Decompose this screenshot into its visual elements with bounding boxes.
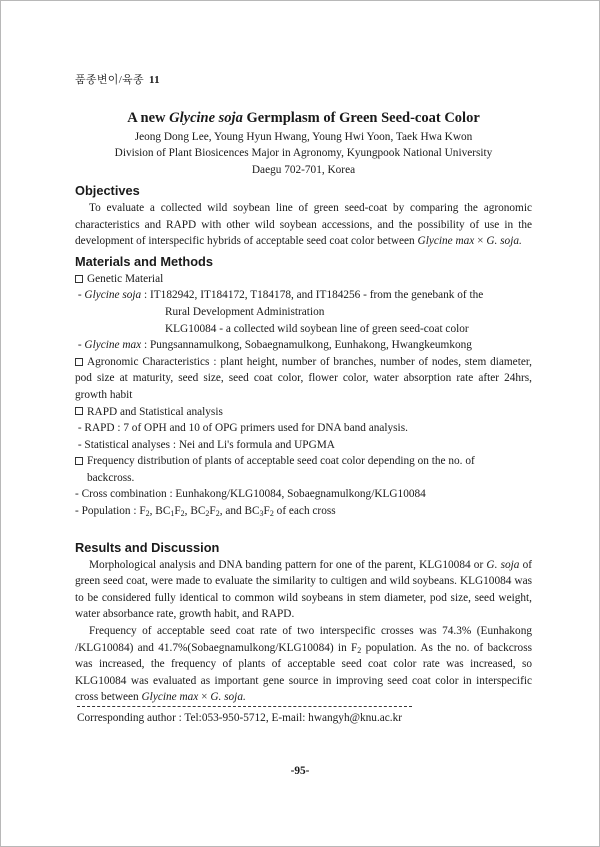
corresponding-author: Corresponding author : Tel:053-950-5712, E-mail: hwangyh@knu.ac.kr xyxy=(77,712,403,724)
methods-heading: Materials and Methods xyxy=(75,253,213,269)
page-number: -95- xyxy=(290,765,310,777)
checkbox-bullet-icon xyxy=(75,407,83,415)
location: Daegu 702-701, Korea xyxy=(251,164,356,177)
objectives-heading: Objectives xyxy=(75,182,140,198)
results-paragraph-1: Morphological analysis and DNA banding pattern for one of the parent, KLG10084 or G. soja of green seed coat, were made to evaluate the similarity to cultigen and wild soybeans. KLG10084 was to be considered fully identical to common wild soybeans in stem diameter, pod size, seed weight, water absorbance rate, growth habit, and RAPD. xyxy=(75,558,533,621)
rapd-heading: RAPD and Statistical analysis xyxy=(75,404,532,421)
title-species: Glycine soja xyxy=(169,109,243,126)
section-name: 품종변이/육종 xyxy=(75,74,144,86)
checkbox-bullet-icon xyxy=(75,358,83,366)
frequency-line: Frequency distribution of plants of acceptable seed coat color depending on the no. of xyxy=(75,453,532,470)
affiliation: Division of Plant Biosicences Major in Agronomy, Kyungpook National University xyxy=(114,147,493,160)
population-line: - Population : $F_2$, $BC_1F_2$, $BC_2F_2$, and $BC_3F_2$ of each cross xyxy=(75,505,336,519)
rapd-line: - RAPD : 7 of OPH and 10 of OPG primers used for DNA band analysis. xyxy=(77,422,408,435)
agronomic-characteristics: Agronomic Characteristics : plant height, number of branches, number of nodes, stem diameter, pod size at maturity, seed size, seed coat color, flower color, water absorption rate after 24hrs, growth habit xyxy=(75,355,532,401)
rda-line: Rural Development Administration xyxy=(165,305,325,318)
section-header xyxy=(75,72,532,89)
glycine-max-line: - Glycine max : Pungsannamulkong, Sobaegnamulkong, Eunhakong, Hwangkeumkong xyxy=(77,339,472,352)
footnote-rule xyxy=(77,706,412,707)
statistics-line: - Statistical analyses : Nei and Li's formula and UPGMA xyxy=(77,438,335,451)
objectives-text: To evaluate a collected wild soybean line of green seed-coat by comparing the agronomic characteristics and RAPD with other wild soybean accessions, and the possibility of use in the development of interspecific hybrids of acceptable seed coat color between Glycine max × G. soja. xyxy=(75,201,532,248)
results-paragraph-2: Frequency of acceptable seed coat rate of two interspecific crosses was 74.3% (Eunhakong /KLG10084) and 41.7%(Sobaegnamulkong/KLG10084) in $F_2$ population. As the no. of backcross was increased, the frequency of plants of acceptable seed coat color rate was increased, so KLG10084 was evaluated as important gene source in improving seed coat color in interspecific cross between Glycine max × G. soja. xyxy=(75,625,532,704)
paper-title: A new Glycine soja Germplasm of Green Seed-coat Color xyxy=(127,109,480,126)
results-heading: Results and Discussion xyxy=(75,539,220,555)
section-number: 11 xyxy=(148,74,160,86)
klg-line: KLG10084 - a collected wild soybean line of green seed-coat color xyxy=(165,322,469,335)
checkbox-bullet-icon xyxy=(75,275,83,283)
glycine-soja-line: - Glycine soja : IT182942, IT184172, T184178, and IT184256 - from the genebank of the xyxy=(77,289,484,302)
genetic-material: Genetic Material xyxy=(75,271,532,288)
paper-page xyxy=(75,72,532,706)
cross-combination: - Cross combination : Eunhakong/KLG10084, Sobaegnamulkong/KLG10084 xyxy=(75,488,426,501)
authors: Jeong Dong Lee, Young Hyun Hwang, Young Hwi Yoon, Taek Hwa Kwon xyxy=(134,130,473,143)
backcross-line: backcross. xyxy=(87,471,135,484)
checkbox-bullet-icon xyxy=(75,457,83,465)
